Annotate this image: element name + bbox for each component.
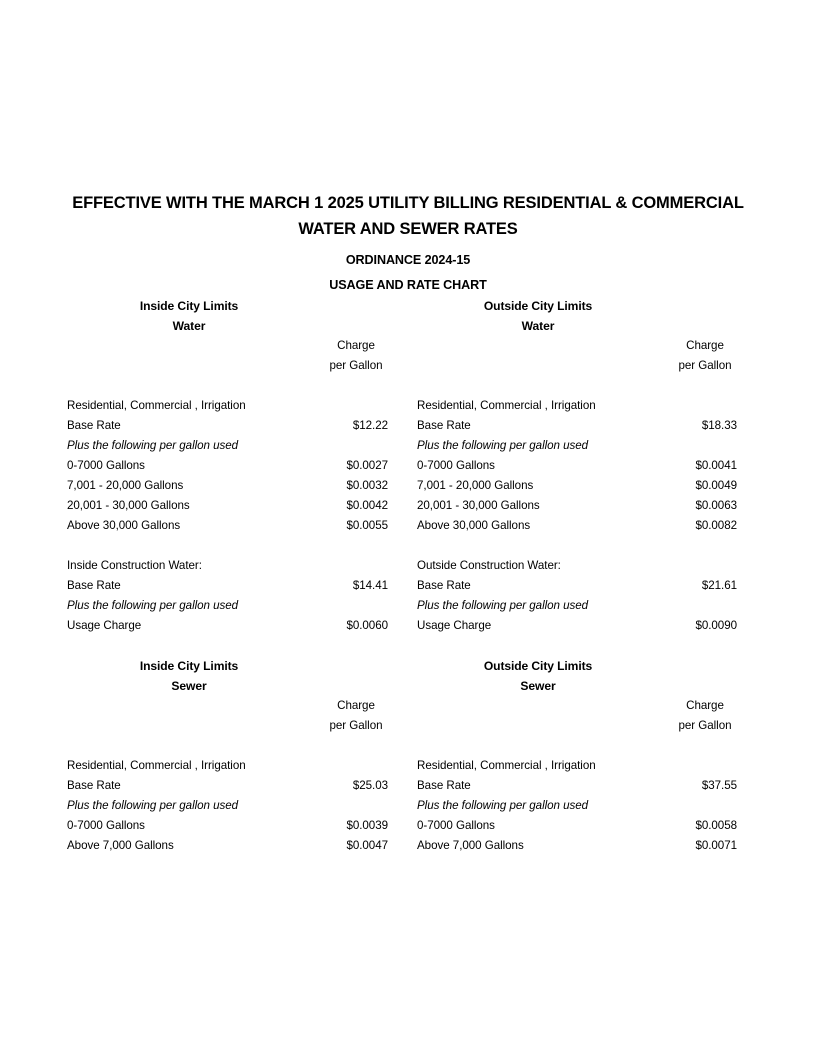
rate-row-right-value: $0.0082 <box>695 519 737 532</box>
rate-row <box>0 396 816 416</box>
water-left-per-gallon-label: per Gallon <box>329 359 383 372</box>
rate-row-left-label: Above 30,000 Gallons <box>67 519 181 532</box>
sewer-inside-sewer-label: Sewer <box>171 679 207 693</box>
sewer-rate-rows <box>0 756 816 856</box>
rate-row-right-label: 0-7000 Gallons <box>417 459 495 472</box>
rate-row-left-label: Above 7,000 Gallons <box>67 839 174 852</box>
rate-row-right-value: $21.61 <box>701 579 737 592</box>
document-title-block <box>60 190 756 298</box>
rate-row-left-label: Plus the following per gallon used <box>67 799 239 812</box>
rate-row-left-label: 0-7000 Gallons <box>67 819 145 832</box>
rate-row-right-label: 7,001 - 20,000 Gallons <box>417 479 534 492</box>
sewer-outside-city-limits-heading: Outside City Limits <box>483 659 593 673</box>
rate-row-left-label: Residential, Commercial , Irrigation <box>67 759 246 772</box>
rate-row-left-value: $0.0060 <box>346 619 388 632</box>
sewer-rates-section <box>0 656 816 856</box>
rate-row-left-label: Inside Construction Water: <box>67 559 202 572</box>
rate-row-left-label: Residential, Commercial , Irrigation <box>67 399 246 412</box>
document-title-line-1: EFFECTIVE WITH THE MARCH 1 2025 UTILITY BILLING RESIDENTIAL & COMMERCIAL <box>72 194 744 212</box>
rate-row-left-value: $0.0055 <box>346 519 388 532</box>
rate-row-right-label: Plus the following per gallon used <box>417 599 589 612</box>
sewer-right-charge-label: Charge <box>686 699 724 712</box>
sewer-column-headings <box>0 656 816 696</box>
rate-row <box>0 576 816 596</box>
rate-row-left-label: 7,001 - 20,000 Gallons <box>67 479 184 492</box>
rate-row <box>0 556 816 576</box>
water-right-per-gallon-label: per Gallon <box>678 359 732 372</box>
rate-row-right-value: $0.0090 <box>695 619 737 632</box>
rate-row <box>0 616 816 636</box>
rate-row-right-label: Usage Charge <box>417 619 492 632</box>
rate-row <box>0 436 816 456</box>
water-construction-spacer <box>0 536 816 556</box>
rate-row-right-value: $0.0049 <box>695 479 737 492</box>
rate-row <box>0 756 816 776</box>
water-rate-rows <box>0 396 816 536</box>
water-right-charge-label: Charge <box>686 339 724 352</box>
rate-row-right-value: $0.0058 <box>695 819 737 832</box>
rate-row-left-value: $0.0042 <box>346 499 388 512</box>
rate-row-right-value: $37.55 <box>701 779 737 792</box>
rate-row-left-label: Usage Charge <box>67 619 142 632</box>
rate-row-left-label: Base Rate <box>67 419 121 432</box>
rate-row-left-value: $14.41 <box>352 579 388 592</box>
rate-row <box>0 596 816 616</box>
rate-row <box>0 456 816 476</box>
rate-row-left-label: Base Rate <box>67 779 121 792</box>
rate-row-right-label: Above 30,000 Gallons <box>417 519 531 532</box>
water-charge-column-headings <box>0 336 816 376</box>
water-left-charge-label: Charge <box>337 339 375 352</box>
rate-row <box>0 816 816 836</box>
rate-row-right-label: Base Rate <box>417 779 471 792</box>
rate-row-right-label: 0-7000 Gallons <box>417 819 495 832</box>
sewer-left-charge-label: Charge <box>337 699 375 712</box>
water-rates-section <box>0 296 816 636</box>
rate-row-left-value: $0.0047 <box>346 839 388 852</box>
sewer-left-per-gallon-label: per Gallon <box>329 719 383 732</box>
sewer-inside-city-limits-heading: Inside City Limits <box>139 659 239 673</box>
document-title-line-2: WATER AND SEWER RATES <box>298 220 518 238</box>
rate-row-right-value: $18.33 <box>701 419 737 432</box>
rate-row-right-label: Above 7,000 Gallons <box>417 839 524 852</box>
rate-row <box>0 516 816 536</box>
rate-row-right-label: Plus the following per gallon used <box>417 799 589 812</box>
rate-row-right-label: Base Rate <box>417 579 471 592</box>
rate-row <box>0 416 816 436</box>
rate-row-right-value: $0.0071 <box>695 839 737 852</box>
rate-row-left-value: $0.0032 <box>346 479 388 492</box>
rate-row-right-label: Base Rate <box>417 419 471 432</box>
rate-row-left-value: $0.0027 <box>346 459 388 472</box>
water-column-headings <box>0 296 816 336</box>
rate-row <box>0 796 816 816</box>
sewer-outside-sewer-label: Sewer <box>520 679 556 693</box>
sewer-right-per-gallon-label: per Gallon <box>678 719 732 732</box>
rate-row-right-label: Outside Construction Water: <box>417 559 561 572</box>
rate-row <box>0 476 816 496</box>
rate-row-left-label: Base Rate <box>67 579 121 592</box>
rate-row <box>0 836 816 856</box>
rate-row-right-label: Residential, Commercial , Irrigation <box>417 759 596 772</box>
water-outside-city-limits-heading: Outside City Limits <box>483 299 593 313</box>
rate-row-left-value: $25.03 <box>352 779 388 792</box>
water-outside-water-label: Water <box>521 319 555 333</box>
water-head-spacer <box>0 376 816 396</box>
sewer-charge-column-headings <box>0 696 816 736</box>
water-inside-city-limits-heading: Inside City Limits <box>139 299 239 313</box>
rate-row-right-value: $0.0063 <box>695 499 737 512</box>
rate-row-left-label: Plus the following per gallon used <box>67 599 239 612</box>
rate-row-right-label: Residential, Commercial , Irrigation <box>417 399 596 412</box>
rate-row-left-label: 0-7000 Gallons <box>67 459 145 472</box>
rate-row <box>0 776 816 796</box>
rate-row-left-label: 20,001 - 30,000 Gallons <box>67 499 190 512</box>
rate-row-left-value: $12.22 <box>352 419 388 432</box>
sewer-head-spacer <box>0 736 816 756</box>
rate-row <box>0 496 816 516</box>
ordinance-number: ORDINANCE 2024-15 <box>345 253 471 267</box>
rate-row-left-label: Plus the following per gallon used <box>67 439 239 452</box>
construction-water-rate-rows <box>0 556 816 636</box>
usage-and-rate-chart-label: USAGE AND RATE CHART <box>329 278 487 292</box>
rate-row-left-value: $0.0039 <box>346 819 388 832</box>
rate-row-right-label: Plus the following per gallon used <box>417 439 589 452</box>
water-inside-water-label: Water <box>172 319 206 333</box>
rate-row-right-label: 20,001 - 30,000 Gallons <box>417 499 540 512</box>
rate-row-right-value: $0.0041 <box>695 459 737 472</box>
